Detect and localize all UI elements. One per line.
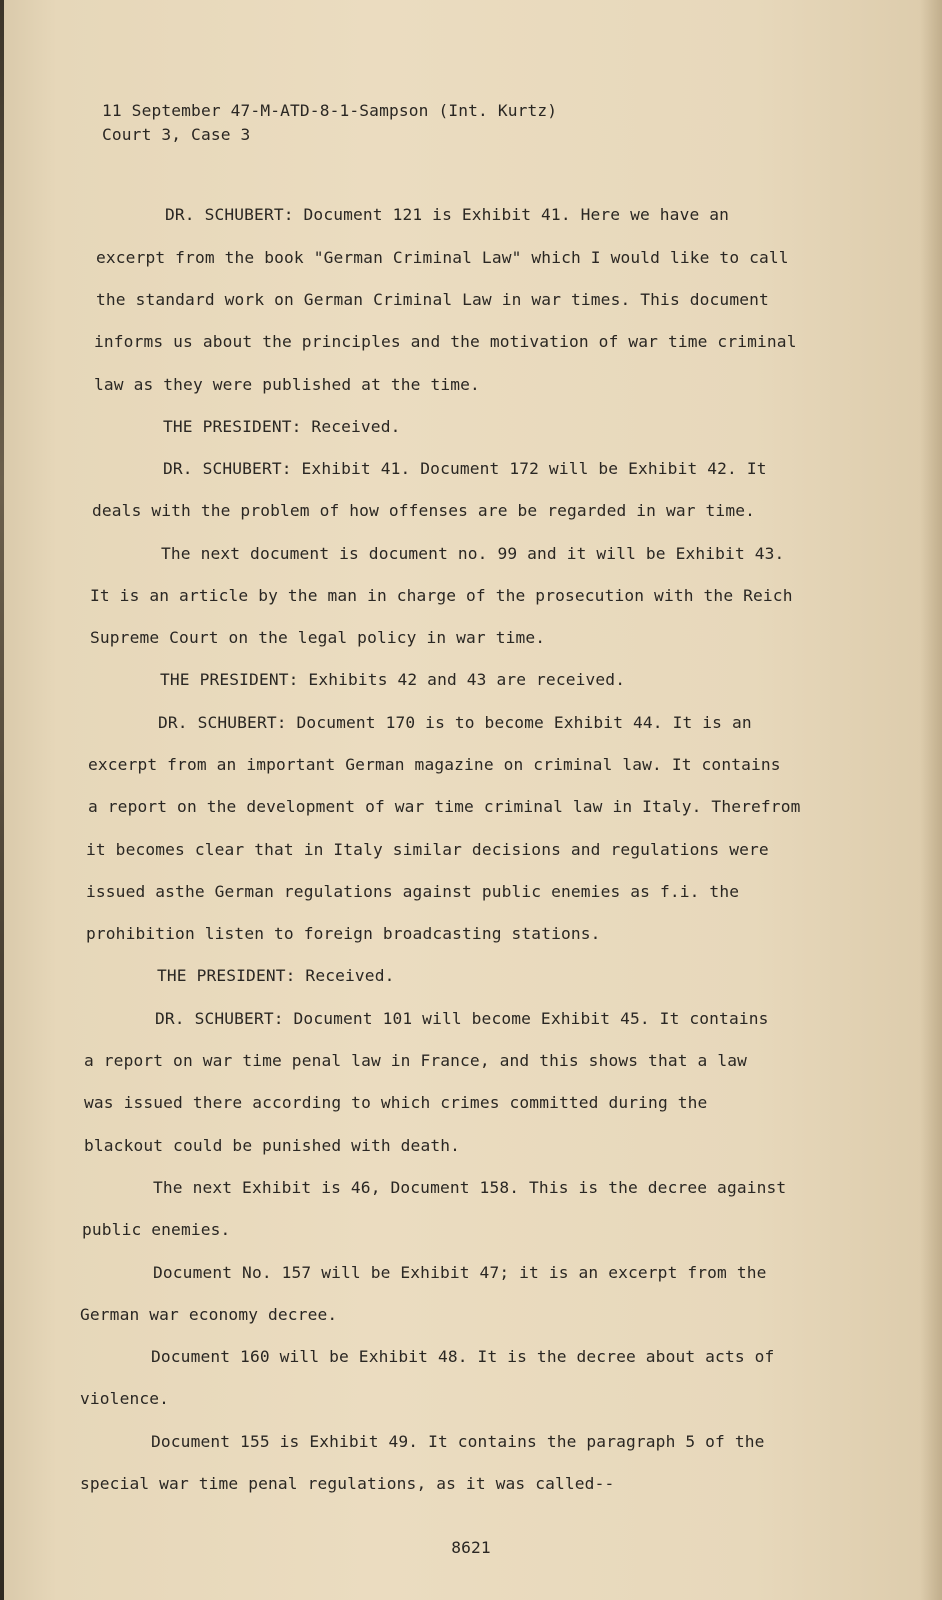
transcript-line: deals with the problem of how offenses are be regarded in war time. <box>92 501 756 520</box>
transcript-line: public enemies. <box>82 1220 231 1239</box>
transcript-line: informs us about the principles and the motivation of war time criminal <box>94 332 797 351</box>
transcript-line: DR. SCHUBERT: Exhibit 41. Document 172 will be Exhibit 42. It <box>163 459 767 478</box>
transcript-line: DR. SCHUBERT: Document 101 will become Exhibit 45. It contains <box>155 1009 769 1028</box>
transcript-line: prohibition listen to foreign broadcasting stations. <box>86 924 601 943</box>
transcript-line: German war economy decree. <box>80 1305 338 1324</box>
transcript-line: blackout could be punished with death. <box>84 1136 461 1155</box>
transcript-line: it becomes clear that in Italy similar decisions and regulations were <box>86 840 769 859</box>
page-number: 8621 <box>451 1538 491 1557</box>
transcript-line: Document 160 will be Exhibit 48. It is the decree about acts of <box>151 1347 775 1366</box>
transcript-line: DR. SCHUBERT: Document 121 is Exhibit 41. Here we have an <box>165 205 730 224</box>
transcript-line: excerpt from an important German magazine on criminal law. It contains <box>88 755 781 774</box>
transcript-line: THE PRESIDENT: Received. <box>163 417 401 436</box>
transcript-line: THE PRESIDENT: Exhibits 42 and 43 are received. <box>160 670 626 689</box>
page-left-edge <box>0 0 4 1600</box>
transcript-line: a report on the development of war time criminal law in Italy. Therefrom <box>88 797 801 816</box>
transcript-line: law as they were published at the time. <box>94 375 480 394</box>
transcript-line: DR. SCHUBERT: Document 170 is to become Exhibit 44. It is an <box>158 713 752 732</box>
transcript-line: Document 155 is Exhibit 49. It contains the paragraph 5 of the <box>151 1432 765 1451</box>
transcript-line: Supreme Court on the legal policy in war time. <box>90 628 546 647</box>
transcript-line: THE PRESIDENT: Received. <box>157 966 395 985</box>
transcript-line: excerpt from the book "German Criminal Law" which I would like to call <box>96 248 789 267</box>
transcript-line: was issued there according to which crimes committed during the <box>84 1093 708 1112</box>
transcript-line: a report on war time penal law in France, and this shows that a law <box>84 1051 748 1070</box>
transcript-line: the standard work on German Criminal Law in war times. This document <box>96 290 769 309</box>
transcript-line: The next Exhibit is 46, Document 158. This is the decree against <box>153 1178 787 1197</box>
transcript-line: It is an article by the man in charge of the prosecution with the Reich <box>90 586 793 605</box>
transcript-line: issued asthe German regulations against public enemies as f.i. the <box>86 882 740 901</box>
page-right-shade <box>920 0 942 1600</box>
header-session-line: 11 September 47-M-ATD-8-1-Sampson (Int. Kurtz) <box>102 101 558 120</box>
header-court-line: Court 3, Case 3 <box>102 125 251 144</box>
transcript-line: The next document is document no. 99 and it will be Exhibit 43. <box>161 544 785 563</box>
transcript-line: violence. <box>80 1389 170 1408</box>
transcript-line: special war time penal regulations, as it was called-- <box>80 1474 615 1493</box>
transcript-line: Document No. 157 will be Exhibit 47; it is an excerpt from the <box>153 1263 767 1282</box>
